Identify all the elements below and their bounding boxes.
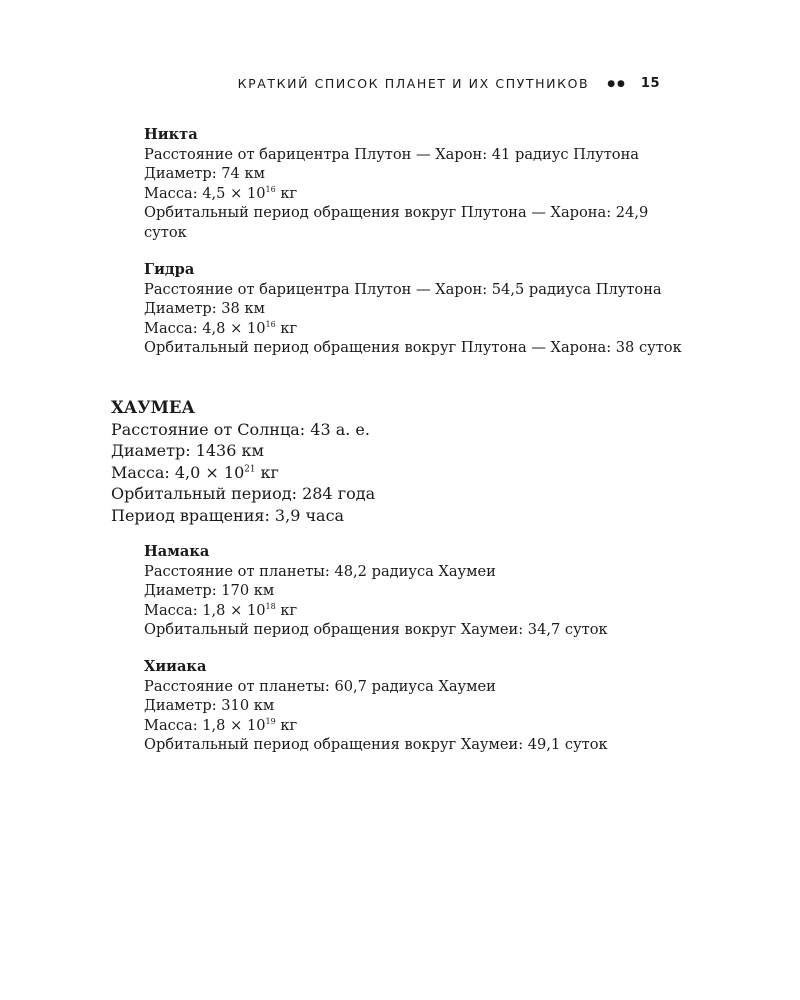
moon-diameter: Диаметр: 310 км xyxy=(144,697,275,714)
planet-orbital-period: Орбитальный период: 284 года xyxy=(111,484,376,503)
planet-diameter: Диаметр: 1436 км xyxy=(111,441,264,460)
moon-mass: Масса: $1,8 \times 10^{18}$ кг xyxy=(144,601,298,619)
moon-diameter: Диаметр: 74 км xyxy=(144,165,265,182)
running-header xyxy=(238,76,660,91)
moon-distance: Расстояние от барицентра Плутон — Харон: 54,5 радиуса Плутона xyxy=(144,280,662,298)
moon-mass: Масса: $4,5 \times 10^{16}$ кг xyxy=(144,184,298,202)
mass-exponent: 18 xyxy=(265,601,276,611)
moon-block-namaka xyxy=(144,542,684,640)
moon-block-nikta xyxy=(144,125,684,242)
mass-exponent: 21 xyxy=(244,464,256,475)
moon-name: Гидра xyxy=(144,261,195,278)
moon-orbital-period: Орбитальный период обращения вокруг Плутона — Харона: 38 суток xyxy=(144,339,682,356)
page-number: 15 xyxy=(640,76,660,91)
planet-block-haumea xyxy=(111,397,671,526)
page-dots-ornament: ●● xyxy=(607,78,627,89)
moon-name: Никта xyxy=(144,126,198,143)
moon-orbital-period: Орбитальный период обращения вокруг Плутона — Харона: 24,9 суток xyxy=(144,204,649,241)
planet-name: ХАУМЕА xyxy=(111,398,195,417)
moon-distance: Расстояние от планеты: 48,2 радиуса Хаумеи xyxy=(144,562,496,580)
moon-block-hiiaka xyxy=(144,657,684,755)
moon-name: Намака xyxy=(144,543,210,560)
moon-distance: Расстояние от планеты: 60,7 радиуса Хаумеи xyxy=(144,677,496,695)
mass-exponent: 19 xyxy=(265,716,276,726)
moon-mass: Масса: $1,8 \times 10^{19}$ кг xyxy=(144,716,298,734)
mass-exponent: 16 xyxy=(265,184,276,194)
planet-rotation-period: Период вращения: 3,9 часа xyxy=(111,505,345,525)
moon-orbital-period: Орбитальный период обращения вокруг Хаумеи: 34,7 суток xyxy=(144,621,608,638)
moon-mass: Масса: $4,8 \times 10^{16}$ кг xyxy=(144,319,298,337)
moon-diameter: Диаметр: 170 км xyxy=(144,582,275,599)
moon-distance: Расстояние от барицентра Плутон — Харон: 41 радиус Плутона xyxy=(144,145,639,163)
mass-exponent: 16 xyxy=(265,319,276,329)
running-title: КРАТКИЙ СПИСОК ПЛАНЕТ И ИХ СПУТНИКОВ xyxy=(237,76,590,91)
moon-diameter: Диаметр: 38 км xyxy=(144,300,265,317)
planet-mass: Масса: $4,0 \times 10^{21}$ кг xyxy=(111,462,279,482)
moon-orbital-period: Орбитальный период обращения вокруг Хаумеи: 49,1 суток xyxy=(144,736,608,753)
planet-distance: Расстояние от Солнца: 43 а. е. xyxy=(111,419,370,439)
moon-block-gidra xyxy=(144,260,684,358)
moon-name: Хииака xyxy=(144,658,207,675)
